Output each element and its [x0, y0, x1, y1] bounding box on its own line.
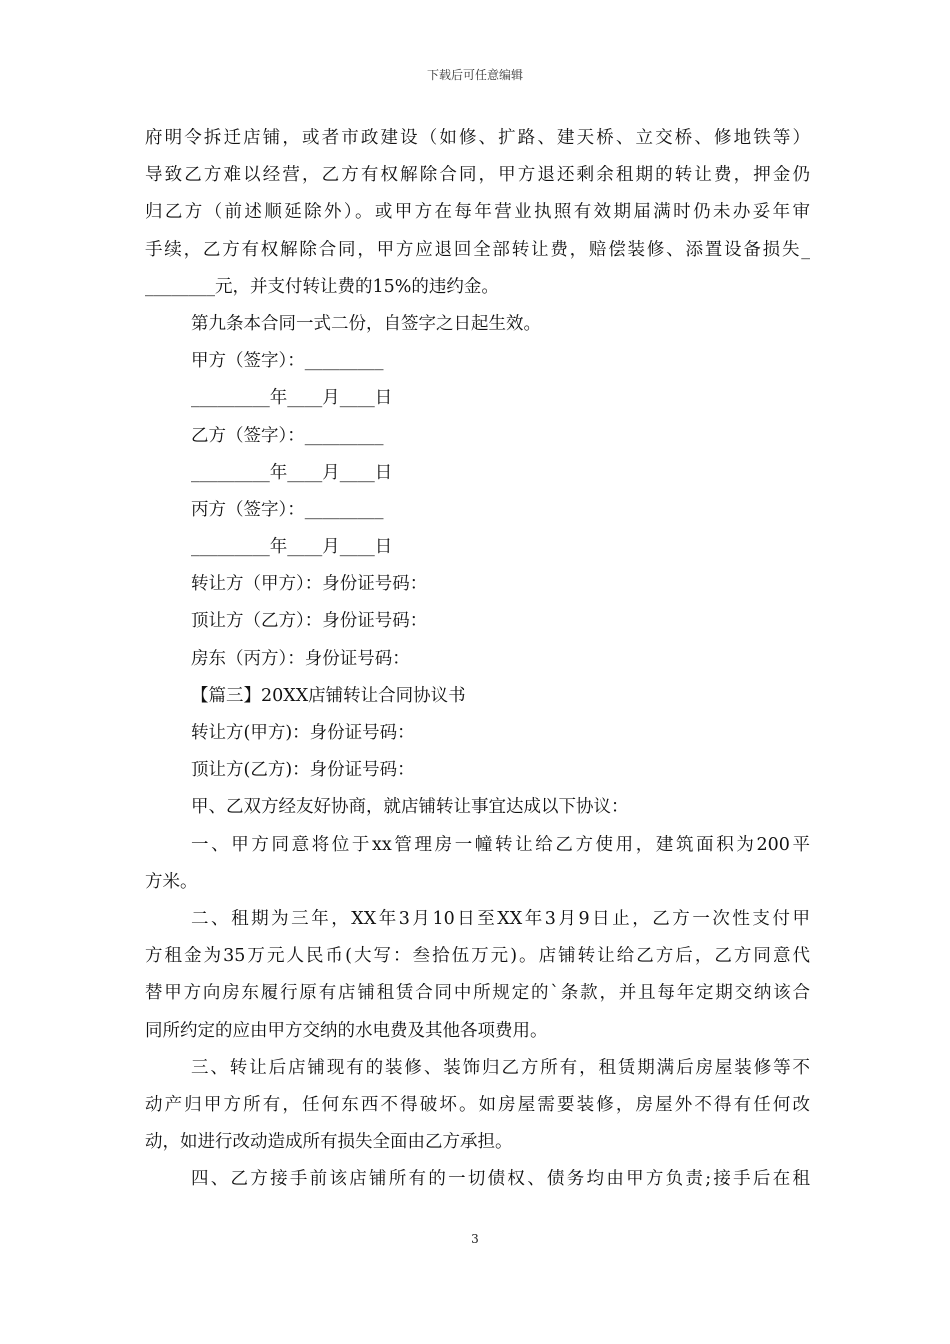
page-number: 3	[471, 1232, 479, 1246]
text-line: 归乙方（前述顺延除外）。或甲方在每年营业执照有效期届满时仍未办妥年审	[145, 202, 810, 223]
text-line: 方租金为35万元人民币(大写：叁拾伍万元)。店铺转让给乙方后，乙方同意代	[145, 946, 810, 967]
date-line: _________年____月____日	[191, 462, 393, 483]
id-line: 房东（丙方）：身份证号码：	[191, 648, 410, 669]
text-line: ________元，并支付转让费的15%的违约金。	[145, 276, 499, 297]
text-line: 府明令拆迁店铺，或者市政建设（如修、扩路、建天桥、立交桥、修地铁等）	[145, 128, 810, 148]
signature-line-party-a: 甲方（签字）：_________	[191, 351, 384, 372]
text-line: 第九条本合同一式二份，自签字之日起生效。	[191, 313, 541, 334]
text-line: 三、转让后店铺现有的装修、装饰归乙方所有，租赁期满后房屋装修等不	[191, 1057, 810, 1078]
text-line: 甲、乙双方经友好协商，就店铺转让事宜达成以下协议：	[191, 797, 629, 818]
text-line: 四、乙方接手前该店铺所有的一切债权、债务均由甲方负责;接手后在租	[191, 1169, 810, 1190]
signature-line-party-b: 乙方（签字）：_________	[191, 425, 384, 446]
section-heading: 【篇三】20XX店铺转让合同协议书	[191, 685, 466, 706]
text-line: 同所约定的应由甲方交纳的水电费及其他各项费用。	[145, 1020, 548, 1041]
text-line: 导致乙方难以经营，乙方有权解除合同，甲方退还剩余租期的转让费，押金仍	[145, 165, 810, 186]
document-body	[145, 120, 810, 1198]
text-line: 方米。	[145, 871, 198, 892]
date-line: _________年____月____日	[191, 537, 393, 558]
id-line: 顶让方(乙方)：身份证号码：	[191, 760, 415, 781]
text-line: 动产归甲方所有，任何东西不得破坏。如房屋需要装修，房屋外不得有任何改	[145, 1094, 810, 1115]
text-line: 手续，乙方有权解除合同，甲方应退回全部转让费，赔偿装修、添置设备损失_	[145, 239, 810, 260]
id-line: 顶让方（乙方）：身份证号码：	[191, 611, 428, 632]
text-line: 动，如进行改动造成所有损失全面由乙方承担。	[145, 1132, 513, 1153]
id-line: 转让方（甲方）：身份证号码：	[191, 574, 428, 595]
text-line: 一、甲方同意将位于xx管理房一幢转让给乙方使用，建筑面积为200平	[191, 834, 810, 855]
id-line: 转让方(甲方)：身份证号码：	[191, 723, 415, 743]
text-line: 二、租期为三年，XX年3月10日至XX年3月9日止，乙方一次性支付甲	[191, 908, 810, 929]
date-line: _________年____月____日	[191, 388, 393, 409]
signature-line-party-c: 丙方（签字）：_________	[191, 499, 384, 520]
text-line: 替甲方向房东履行原有店铺租赁合同中所规定的`条款，并且每年定期交纳该合	[145, 983, 810, 1004]
page-header: 下载后可任意编辑	[426, 68, 523, 82]
